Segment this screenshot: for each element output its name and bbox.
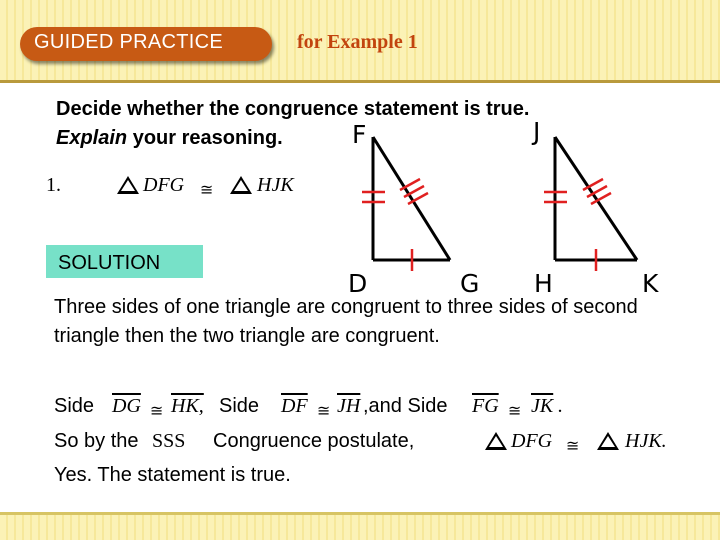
problem-number: 1. xyxy=(46,174,61,196)
side-label-1: Side xyxy=(54,395,95,417)
vertex-label-h: H xyxy=(534,269,553,298)
triangle-dfg xyxy=(362,137,450,271)
postulate-suffix: Congruence postulate, xyxy=(213,430,415,452)
vertex-label-j: J xyxy=(533,117,541,146)
congruent-symbol: ≅ xyxy=(508,401,522,420)
vertex-label-f: F xyxy=(352,120,367,149)
segment-fg: $\overline{FG}$ xyxy=(472,395,499,417)
vertex-label-g: G xyxy=(460,269,480,298)
solution-label: SOLUTION xyxy=(58,252,161,274)
footer-rule xyxy=(0,512,720,515)
triangle-symbol-icon xyxy=(117,176,139,194)
prompt-rest: your reasoning. xyxy=(127,127,283,149)
postulate-left-triangle: DFG xyxy=(511,430,553,452)
congruent-symbol: ≅ xyxy=(317,401,331,420)
problem-right-triangle: HJK xyxy=(257,174,294,196)
prompt-line-1: Decide whether the congruence statement is true. xyxy=(56,98,530,120)
side-label-2: Side xyxy=(219,395,260,417)
triangle-symbol-icon xyxy=(597,432,619,450)
postulate-right-triangle: HJK. xyxy=(625,430,667,452)
segment-hk: HK, xyxy=(171,395,204,417)
vertex-label-k: K xyxy=(642,269,659,298)
problem-left-triangle: DFG xyxy=(143,174,185,196)
example-reference: for Example 1 xyxy=(297,31,418,53)
congruent-symbol: ≅ xyxy=(200,180,214,199)
footer-band xyxy=(0,512,720,540)
guided-practice-label: GUIDED PRACTICE xyxy=(34,31,223,53)
sides-period: . xyxy=(558,395,563,417)
header-rule xyxy=(0,80,720,83)
segment-df: $\overline{DF}$ xyxy=(281,395,308,417)
segment-jk: $\overline{JK}$ xyxy=(531,395,554,417)
vertex-label-d: D xyxy=(348,269,368,298)
conclusion: Yes. The statement is true. xyxy=(54,464,291,486)
side-label-3: ,and Side xyxy=(363,395,448,417)
postulate-prefix: So by the xyxy=(54,430,139,452)
congruent-symbol: ≅ xyxy=(566,436,580,455)
triangle-symbol-icon xyxy=(485,432,507,450)
solution-paragraph: Three sides of one triangle are congruent to three sides of second triangle then the two triangle are congruent. xyxy=(54,296,638,347)
triangle-hjk xyxy=(544,137,637,271)
triangle-figure xyxy=(340,110,680,300)
triangle-symbol-icon xyxy=(230,176,252,194)
sss-label: SSS xyxy=(152,430,186,452)
prompt-explain: Explain xyxy=(56,127,128,149)
congruent-symbol: ≅ xyxy=(150,401,164,420)
segment-jh: $\overline{JH}$ xyxy=(337,395,361,417)
segment-dg: $\overline{DG}$ xyxy=(112,395,141,417)
